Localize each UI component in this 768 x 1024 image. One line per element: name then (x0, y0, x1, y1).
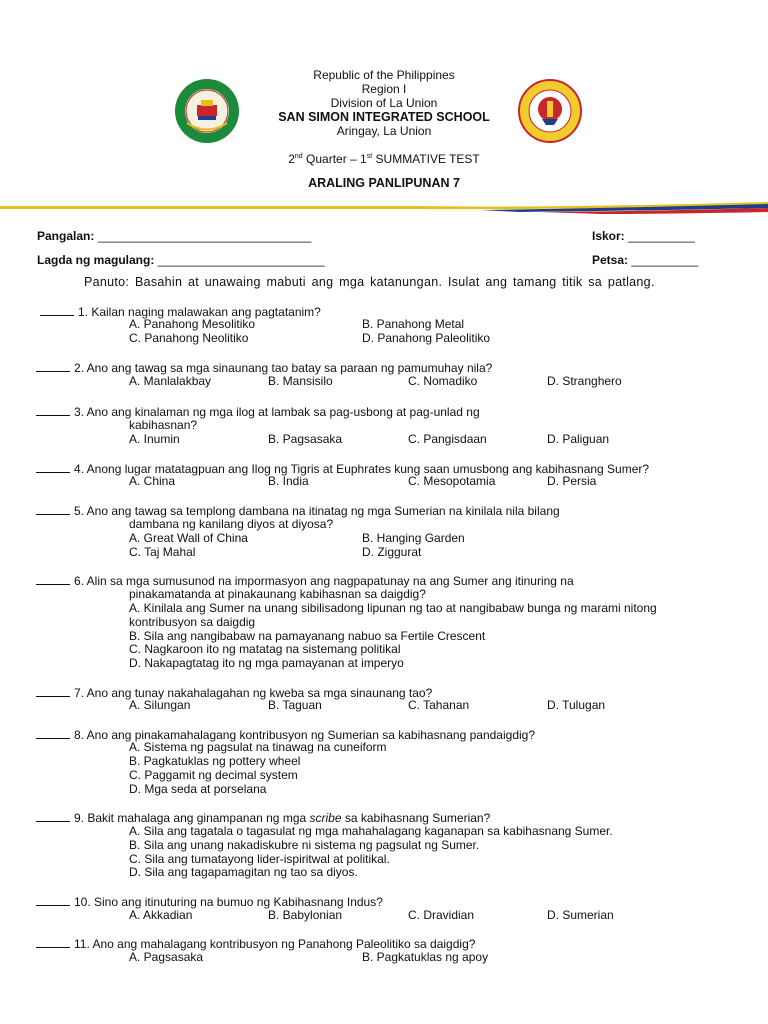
option: B. Hanging Garden (362, 531, 465, 545)
option: A. Manlalakbay (129, 374, 212, 388)
name-label: Pangalan: (37, 229, 95, 243)
answer-blank[interactable] (36, 728, 70, 739)
option: C. Pangisdaan (408, 432, 487, 446)
option: B. Mansisilo (268, 374, 333, 388)
option: D. Paliguan (547, 432, 610, 446)
quarter-sup: nd (294, 153, 303, 160)
option: A. Kinilala ang Sumer na unang sibilisadong lipunan ng tao at nangibabaw bunga ng marami nitong kontribusyon sa daigdig (129, 601, 657, 629)
option: D. Nakapagtatag ito ng mga pamayanan at imperyo (129, 656, 404, 670)
question-stem: 9. Bakit mahalaga ang ginampanan ng mga (74, 811, 310, 825)
option: A. Panahong Mesolitiko (129, 317, 256, 331)
option: C. Tahanan (408, 698, 470, 712)
flag-stripe-divider (0, 202, 768, 214)
option: A. China (129, 474, 176, 488)
test-title (0, 152, 768, 166)
option: B. Sila ang nangibabaw na pamayanang nabuo sa Fertile Crescent (129, 629, 486, 643)
option: B. Pagsasaka (268, 432, 343, 446)
option: B. Sila ang unang nakadiskubre ni sistema ng pagsulat ng Sumer. (129, 838, 480, 852)
summative-sup: st (366, 153, 373, 160)
header-division: Division of La Union (330, 96, 438, 110)
option: D. Persia (547, 474, 597, 488)
option: D. Stranghero (547, 374, 622, 388)
question-stem: 6. Alin sa mga sumusunod na impormasyon ang nagpapatunay na ang Sumer ang itinuring na (74, 574, 574, 588)
option: A. Sila ang tagatala o tagasulat ng mga mahahalagang kaganapan sa kabihasnang Sumer. (129, 824, 613, 838)
score-field[interactable] (592, 229, 695, 243)
header-location: Aringay, La Union (336, 124, 432, 138)
answer-blank[interactable] (36, 895, 70, 906)
summative-text: SUMMATIVE TEST (372, 152, 480, 166)
answer-blank[interactable] (36, 686, 70, 697)
question-stem: 4. Anong lugar matatagpuan ang Ilog ng Tigris at Euphrates kung saan umusbong ang kabihasnang Sumer? (74, 462, 650, 476)
date-line: __________ (631, 253, 699, 267)
option: C. Sila ang tumatayong lider-ispiritwal at politikal. (129, 852, 390, 866)
date-label: Petsa: (592, 253, 629, 267)
option: C. Mesopotamia (408, 474, 496, 488)
question-stem: 5. Ano ang tawag sa templong dambana na itinatag ng mga Sumerian na kinilala nila bilang (74, 504, 560, 518)
option: D. Ziggurat (362, 545, 422, 559)
question-stem: 8. Ano ang pinakamahalagang kontribusyon ng Sumerian sa kabihasnang pandaigdig? (74, 728, 536, 742)
option: B. Pagkatuklas ng apoy (362, 950, 489, 964)
question-stem: 11. Ano ang mahalagang kontribusyon ng Panahong Paleolitiko sa daigdig? (74, 937, 476, 951)
question-stem: 1. Kailan naging malawakan ang pagtatanim? (78, 305, 321, 319)
question-7 (36, 686, 432, 701)
option: C. Nomadiko (408, 374, 478, 388)
option: B. Taguan (268, 698, 322, 712)
option: D. Mga seda at porselana (129, 782, 267, 796)
question-stem-end: sa kabihasnang Sumerian? (341, 811, 491, 825)
question-stem-continued: pinakamatanda at pinakaunang kabihasnan sa daigdig? (129, 587, 426, 601)
date-field[interactable] (592, 253, 698, 267)
option: B. Panahong Metal (362, 317, 465, 331)
option: D. Sila ang tagapamagitan ng tao sa diyos. (129, 865, 358, 879)
option: B. Babylonian (268, 908, 343, 922)
quarter-num: 2 (288, 152, 295, 166)
option: C. Panahong Neolitiko (129, 331, 249, 345)
option: A. Pagsasaka (129, 950, 204, 964)
header-school: SAN SIMON INTEGRATED SCHOOL (278, 110, 490, 124)
parent-line: _________________________ (157, 253, 325, 267)
name-field[interactable] (37, 229, 311, 243)
answer-blank[interactable] (36, 504, 70, 515)
instructions: Panuto: Basahin at unawaing mabuti ang mga katanungan. Isulat ang tamang titik sa patlang. (84, 275, 655, 289)
question-stem-emphasis: scribe (309, 811, 342, 825)
option: B. Pagkatuklas ng pottery wheel (129, 754, 301, 768)
quarter-text: Quarter – 1 (302, 152, 367, 166)
subject-title: ARALING PANLIPUNAN 7 (308, 176, 460, 190)
option: A. Great Wall of China (129, 531, 248, 545)
option: C. Nagkaroon ito ng matatag na sistemang politikal (129, 642, 401, 656)
question-stem-continued: dambana ng kanilang diyos at diyosa? (129, 517, 334, 531)
answer-blank[interactable] (36, 462, 70, 473)
option: A. Inumin (129, 432, 180, 446)
option: A. Silungan (129, 698, 191, 712)
option: B. India (268, 474, 309, 488)
question-stem: 2. Ano ang tawag sa mga sinaunang tao batay sa paraan ng pamumuhay nila? (74, 361, 493, 375)
question-3 (36, 405, 480, 420)
header-republic: Republic of the Philippines (313, 68, 455, 82)
answer-blank[interactable] (36, 574, 70, 585)
score-line: __________ (628, 229, 695, 243)
option: D. Tulugan (547, 698, 606, 712)
option: D. Panahong Paleolitiko (362, 331, 491, 345)
name-line: ________________________________ (97, 229, 312, 243)
question-stem-continued: kabihasnan? (129, 418, 198, 432)
option: C. Dravidian (408, 908, 475, 922)
document-header (0, 68, 768, 138)
answer-blank[interactable] (36, 361, 70, 372)
question-stem: 7. Ano ang tunay nakahalagahan ng kweba sa mga sinaunang tao? (74, 686, 433, 700)
score-label: Iskor: (592, 229, 625, 243)
question-stem: 10. Sino ang itinuturing na bumuo ng Kabihasnang Indus? (74, 895, 383, 909)
answer-blank[interactable] (36, 405, 70, 416)
answer-blank[interactable] (40, 305, 74, 316)
header-region: Region I (361, 82, 407, 96)
question-stem: 3. Ano ang kinalaman ng mga ilog at lambak sa pag-usbong at pag-unlad ng (74, 405, 480, 419)
answer-blank[interactable] (36, 811, 70, 822)
parent-signature-field[interactable] (37, 253, 325, 267)
option: A. Akkadian (129, 908, 193, 922)
option: A. Sistema ng pagsulat na tinawag na cuneiform (129, 740, 387, 754)
option: C. Paggamit ng decimal system (129, 768, 298, 782)
parent-label: Lagda ng magulang: (37, 253, 155, 267)
option: C. Taj Mahal (129, 545, 196, 559)
answer-blank[interactable] (36, 937, 70, 948)
option: D. Sumerian (547, 908, 614, 922)
